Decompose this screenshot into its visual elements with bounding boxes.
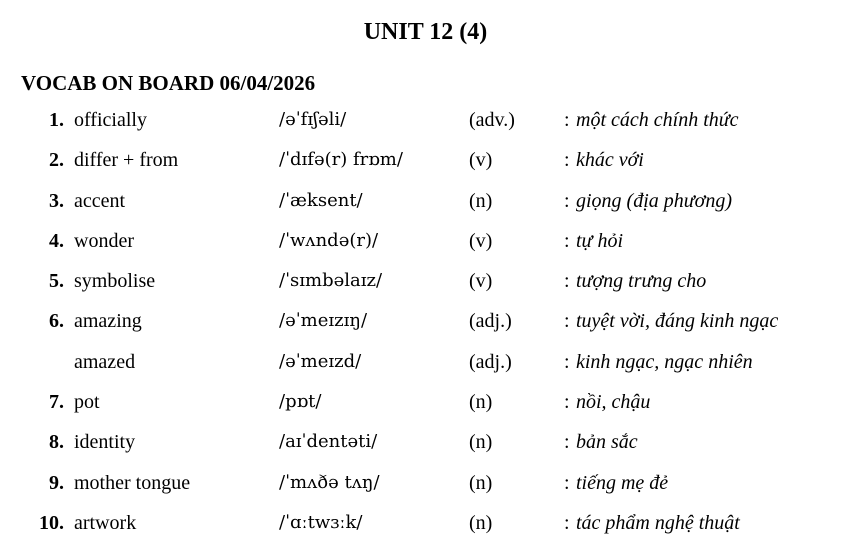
vocab-part-of-speech: (adv.) (469, 109, 515, 131)
vocab-meaning: tác phẩm nghệ thuật (576, 511, 740, 534)
vocab-number: 10. (39, 511, 64, 534)
vocab-number: 8. (49, 431, 64, 454)
vocab-part-of-speech: (v) (469, 149, 493, 172)
vocab-row (0, 386, 851, 426)
vocab-pronunciation: /ˈmʌðə tʌŋ/ (279, 471, 380, 493)
vocab-word: officially (74, 109, 147, 131)
vocab-meaning: tượng trưng cho (576, 270, 707, 293)
vocab-pronunciation: /ˈsɪmbəlaɪz/ (279, 270, 383, 292)
vocab-separator: : (564, 310, 570, 333)
vocab-number: 4. (49, 229, 64, 252)
vocab-word: mother tongue (74, 471, 191, 494)
vocab-number: 5. (49, 270, 64, 293)
vocab-word: artwork (74, 511, 137, 534)
vocab-separator: : (564, 189, 570, 212)
vocab-pronunciation: /ˈdɪfə(r) frɒm/ (279, 149, 403, 171)
vocab-row (0, 305, 851, 345)
vocab-row (0, 426, 851, 466)
vocab-pronunciation: /əˈmeɪzd/ (279, 350, 362, 372)
vocab-row (0, 467, 851, 507)
vocab-separator: : (564, 471, 570, 494)
vocab-separator: : (564, 109, 570, 131)
vocab-number: 7. (49, 391, 64, 414)
vocab-word: accent (74, 189, 126, 212)
vocab-separator: : (564, 229, 570, 252)
vocab-pronunciation: /ˈɑːtwɜːk/ (279, 511, 363, 533)
vocab-word: differ + from (74, 149, 179, 172)
vocab-part-of-speech: (n) (469, 471, 493, 494)
vocab-meaning: tiếng mẹ đẻ (576, 471, 669, 494)
vocab-separator: : (564, 431, 570, 454)
vocab-list (0, 104, 851, 547)
vocab-separator: : (564, 270, 570, 293)
vocab-row (0, 507, 851, 547)
vocab-meaning: nồi, chậu (576, 391, 651, 414)
vocab-meaning: tự hỏi (576, 229, 624, 252)
vocab-row (0, 104, 851, 144)
vocab-meaning: một cách chính thức (576, 109, 739, 131)
vocab-row (0, 185, 851, 225)
vocab-pronunciation: /ˈæksent/ (279, 189, 363, 211)
vocab-meaning: kinh ngạc, ngạc nhiên (576, 350, 753, 373)
vocab-pronunciation: /əˈfɪʃəli/ (279, 109, 347, 130)
vocab-pronunciation: /aɪˈdentəti/ (279, 431, 378, 453)
vocab-part-of-speech: (adj.) (469, 310, 512, 333)
vocab-number: 2. (49, 149, 64, 172)
vocab-part-of-speech: (n) (469, 391, 493, 414)
vocab-part-of-speech: (v) (469, 229, 493, 252)
vocab-part-of-speech: (n) (469, 189, 493, 212)
vocab-meaning: giọng (địa phương) (576, 189, 733, 212)
vocab-number: 9. (49, 471, 64, 494)
vocab-part-of-speech: (n) (469, 431, 493, 454)
vocab-number: 1. (49, 109, 64, 131)
vocab-meaning: tuyệt vời, đáng kinh ngạc (576, 310, 779, 333)
section-heading: VOCAB ON BOARD 06/04/2026 (21, 71, 316, 95)
vocab-part-of-speech: (adj.) (469, 350, 512, 373)
vocab-word: symbolise (74, 270, 156, 293)
vocab-part-of-speech: (v) (469, 270, 493, 293)
vocab-separator: : (564, 511, 570, 534)
vocab-row (0, 225, 851, 265)
vocab-number: 3. (49, 189, 64, 212)
vocab-word: identity (74, 431, 136, 454)
vocab-word: wonder (74, 229, 134, 252)
vocab-pronunciation: /əˈmeɪzɪŋ/ (279, 310, 368, 332)
vocab-row (0, 144, 851, 184)
vocab-row (0, 346, 851, 386)
vocab-meaning: khác với (576, 149, 644, 172)
vocab-separator: : (564, 350, 570, 373)
document-title: UNIT 12 (4) (363, 19, 488, 45)
vocab-row (0, 265, 851, 305)
vocab-word: amazing (74, 310, 142, 333)
vocab-word: amazed (74, 350, 136, 373)
vocab-meaning: bản sắc (576, 431, 638, 454)
vocab-pronunciation: /pɒt/ (279, 391, 322, 413)
vocab-pronunciation: /ˈwʌndə(r)/ (279, 229, 379, 251)
vocab-separator: : (564, 149, 570, 172)
vocab-separator: : (564, 391, 570, 414)
vocab-word: pot (74, 391, 100, 414)
vocab-number: 6. (49, 310, 64, 333)
vocab-part-of-speech: (n) (469, 511, 493, 534)
